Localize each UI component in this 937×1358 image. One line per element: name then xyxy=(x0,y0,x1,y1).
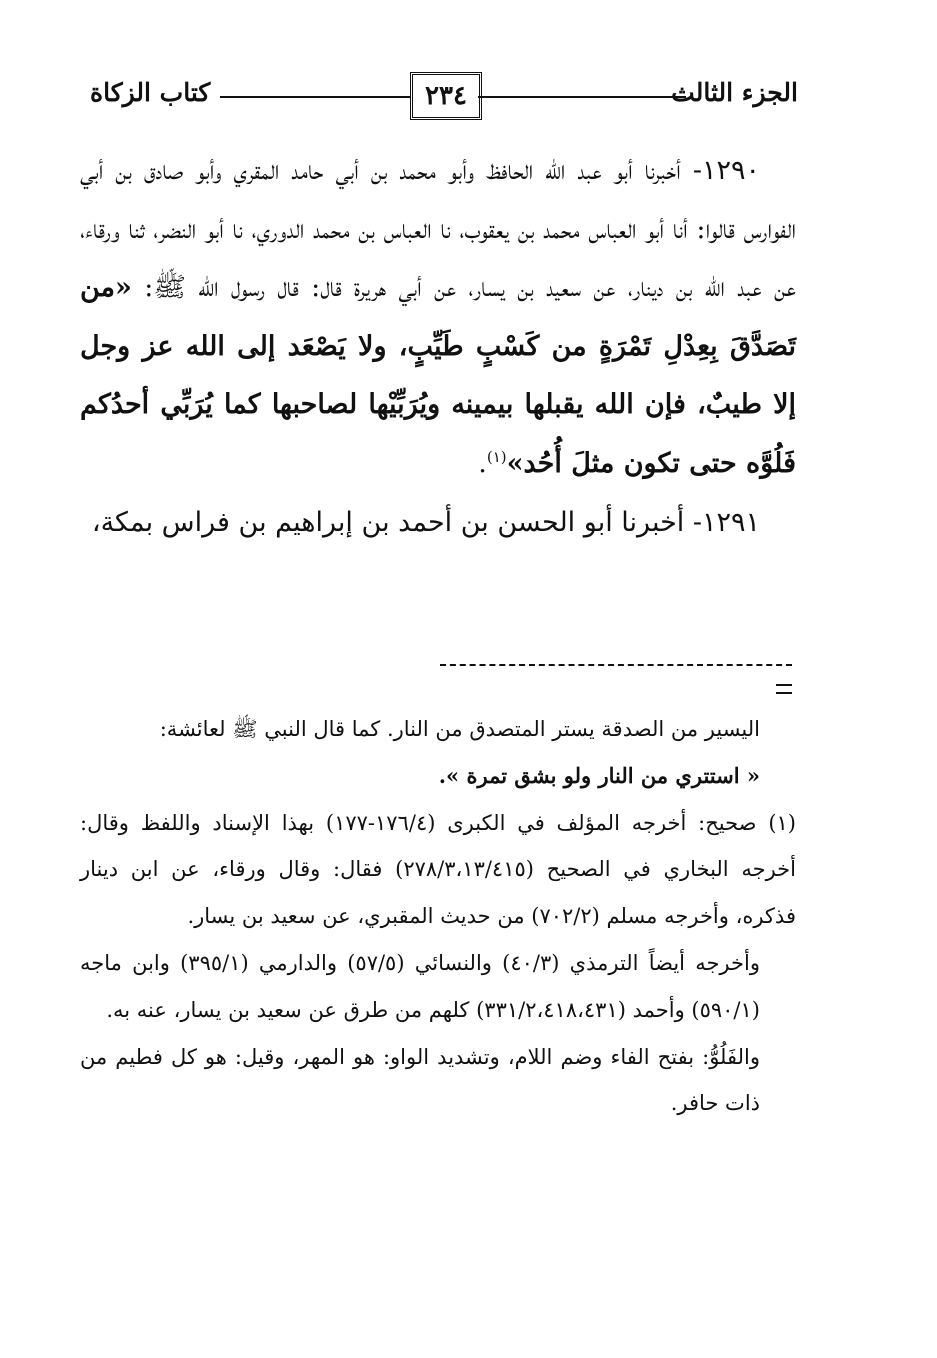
footnote-continuation: اليسير من الصدقة يستر المتصدق من النار. كما قال النبي ﷺ لعائشة: xyxy=(159,717,760,741)
hadith-1290-end: . xyxy=(478,447,487,479)
main-text xyxy=(80,142,796,552)
header-rule-right xyxy=(478,96,686,98)
volume-title: الجزء الثالث xyxy=(671,78,798,107)
footnote-separator xyxy=(440,664,792,666)
footnote-1-more-sources: وأخرجه أيضاً الترمذي (٤٠/٣) والنسائي (٥٧/٥) والدارمي (٣٩٥/١) وابن ماجه (٥٩٠/١) وأحمد (٣٣١/٢،٤١٨،٤٣١) كلهم من طرق عن سعيد بن يسار، عنه به. xyxy=(80,950,760,1022)
hadith-1291-isnad: ١٢٩١- أخبرنا أبو الحسن بن أحمد بن إبراهيم بن فراس بمكة، xyxy=(91,506,760,538)
book-title: كتاب الزكاة xyxy=(90,78,211,107)
footnote-ref-1: (١) xyxy=(486,447,507,466)
page-number: ٢٣٤ xyxy=(410,72,482,120)
footnote-continuation-quote: « استتري من النار ولو بشق تمرة ». xyxy=(438,762,760,788)
footnote-1-glossary: والفَلُوُّ: بفتح الفاء وضم اللام، وتشديد الواو: هو المهر، وقيل: هو كل فطيم من ذات حافر. xyxy=(80,1044,760,1116)
hadith-1290 xyxy=(80,142,796,494)
page-header xyxy=(90,72,798,122)
header-rule-left xyxy=(220,96,410,98)
continuation-mark xyxy=(776,684,792,694)
hadith-1291 xyxy=(80,494,796,553)
hadith-1290-text: «من تَصَدَّقَ بِعِدْلِ تَمْرَةٍ من كَسْبٍ طَيِّبٍ، ولا يَصْعَد إلى الله عز وجل إلا طيبٌ، فإن الله يقبلها بيمينه ويُرَبِّيْها لصاحبها كما يُرَبِّي أحدُكم فَلُوَّه حتى تكون مثلَ أُحُد» xyxy=(80,272,796,479)
footnotes xyxy=(80,706,796,1127)
hadith-1290-isnad: ١٢٩٠- أخبرنا أبو عبد الله الحافظ وأبو محمد بن أبي حامد المقري وأبو صادق بن أبي الفوارس قالوا: أنا أبو العباس محمد بن يعقوب، نا العباس بن محمد الدوري، نا أبو النضر، ثنا ورقاء، عن عبد الله بن دينار، عن سعيد بن يسار، عن أبي هريرة قال: قال رسول الله ﷺ: xyxy=(80,155,796,304)
footnote-1-source: (١) صحيح: أخرجه المؤلف في الكبرى (١٧٦/٤-١٧٧) بهذا الإسناد واللفظ وقال: أخرجه البخاري في الصحيح (٢٧٨/٣،١٣/٤١٥) فقال: وقال ورقاء، عن ابن دينار فذكره، وأخرجه مسلم (٧٠٢/٢) من حديث المقبري، عن سعيد بن يسار. xyxy=(80,810,796,929)
